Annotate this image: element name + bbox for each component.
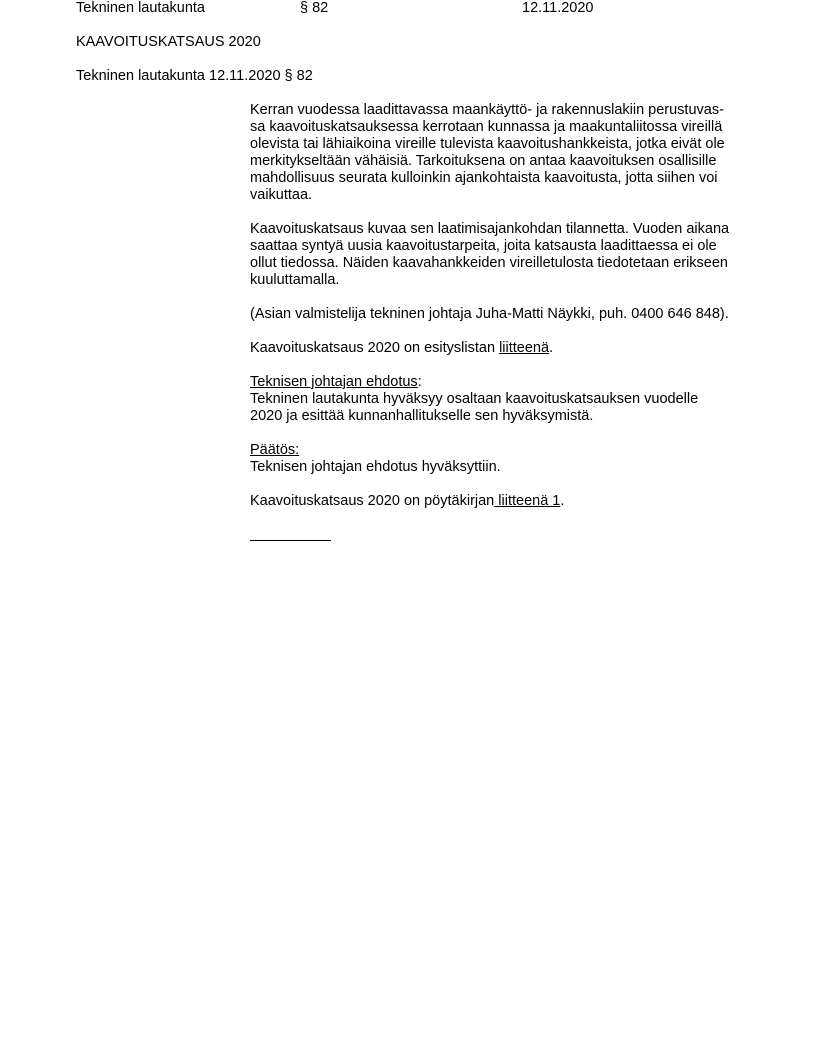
decision-text: Teknisen johtajan ehdotus hyväksyttiin. (250, 459, 501, 475)
header-date: 12.11.2020 (522, 0, 594, 16)
meeting-reference: Tekninen lautakunta 12.11.2020 § 82 (76, 68, 313, 84)
decision-heading: Päätös: (250, 442, 300, 458)
text-line: saattaa syntyä uusia kaavoitustarpeita, joita katsausta laadittaessa ei ole (250, 238, 717, 254)
decision-section (250, 442, 740, 476)
preparer-text: (Asian valmistelija tekninen johtaja Juha-Matti Näykki, puh. 0400 646 848). (250, 306, 729, 322)
header-board: Tekninen lautakunta (76, 0, 205, 16)
context-paragraph (250, 221, 740, 289)
text-line: mahdollisuus seurata kulloinkin ajankohtaista kaavoitusta, jotta siihen voi (250, 170, 718, 186)
proposal-heading: Teknisen johtajan ehdotus (250, 374, 418, 390)
header-section: § 82 (300, 0, 329, 16)
preparer-note (250, 306, 740, 323)
text-line: Tekninen lautakunta hyväksyy osaltaan kaavoituskatsauksen vuodelle (250, 391, 699, 407)
minutes-link[interactable]: liitteenä 1 (494, 493, 561, 509)
text-line: sa kaavoituskatsauksessa kerrotaan kunnassa ja maakuntaliitossa vireillä (250, 119, 723, 135)
minutes-attachment-line (250, 493, 740, 510)
document-title: KAAVOITUSKATSAUS 2020 (76, 34, 261, 50)
minutes-end: . (560, 493, 565, 509)
attachment-line (250, 340, 740, 357)
closing-rule (250, 540, 331, 541)
text-line: 2020 ja esittää kunnanhallitukselle sen hyväksymistä. (250, 408, 594, 424)
text-line: Kaavoituskatsaus kuvaa sen laatimisajankohdan tilannetta. Vuoden aikana (250, 221, 730, 237)
text-line: ollut tiedossa. Näiden kaavahankkeiden vireilletulosta tiedotetaan erikseen (250, 255, 728, 271)
minutes-text: Kaavoituskatsaus 2020 on pöytäkirjan (250, 493, 495, 509)
text-line: olevista tai lähiaikoina vireille tulevista kaavoitushankkeista, jotka eivät ole (250, 136, 725, 152)
intro-paragraph (250, 102, 740, 204)
proposal-section (250, 374, 740, 425)
proposal-colon: : (417, 374, 422, 390)
text-line: merkitykseltään vähäisiä. Tarkoituksena on antaa kaavoituksen osallisille (250, 153, 717, 169)
text-line: vaikuttaa. (250, 187, 313, 203)
text-line: kuuluttamalla. (250, 272, 340, 288)
text-line: Kerran vuodessa laadittavassa maankäyttö- ja rakennuslakiin perustuvas- (250, 102, 724, 118)
attachment-end: . (549, 340, 554, 356)
attachment-text: Kaavoituskatsaus 2020 on esityslistan (250, 340, 500, 356)
attachment-link[interactable]: liitteenä (499, 340, 550, 356)
